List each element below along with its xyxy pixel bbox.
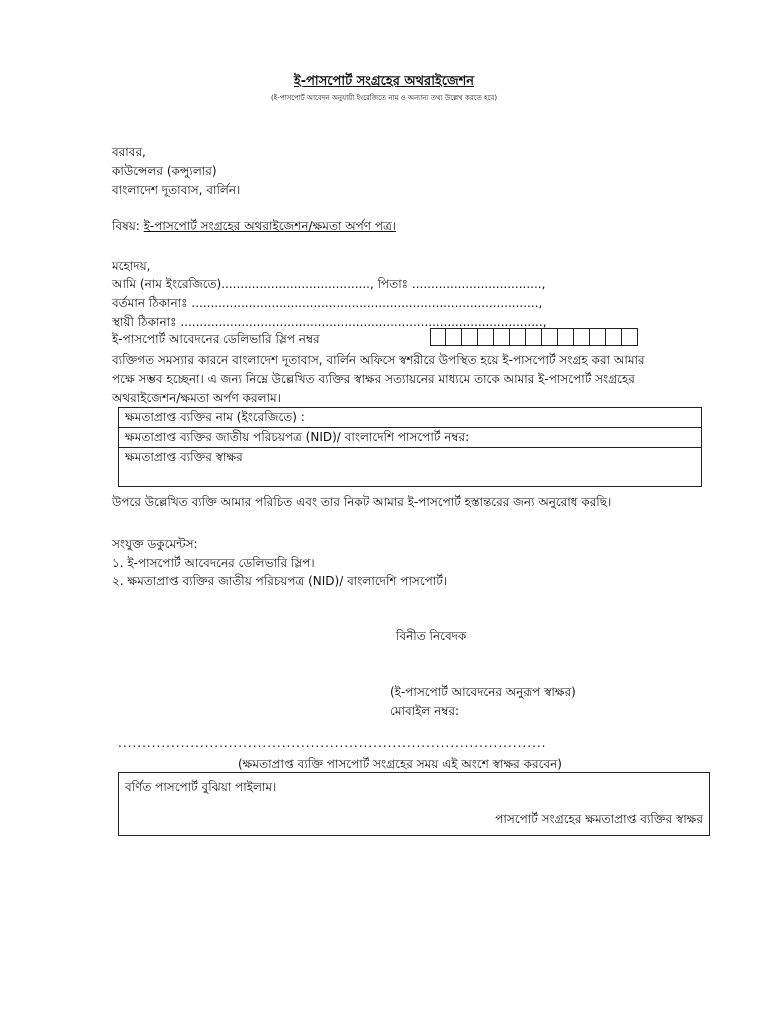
body-line-3: অথরাইজেশন/ক্ষমতা অর্পণ করলাম।: [112, 391, 282, 405]
auth-name-row[interactable]: [119, 408, 701, 428]
delivery-slip-number-boxes[interactable]: [430, 328, 638, 346]
digit-box[interactable]: [430, 328, 446, 346]
digit-box[interactable]: [462, 328, 478, 346]
digit-box[interactable]: [574, 328, 590, 346]
applicant-signature-label: (ই-পাসপোর্ট আবেদনের অনুরূপ স্বাক্ষর): [390, 685, 576, 699]
receipt-received-text: বর্ণিত পাসপোর্ট বুঝিয়া পাইলাম।: [125, 780, 277, 794]
subject-text: ই-পাসপোর্ট সংগ্রহের অথরাইজেশন/ক্ষমতা অর্পণ পত্র।: [143, 219, 397, 233]
closing-text: বিনীত নিবেদক: [396, 629, 467, 643]
digit-box[interactable]: [526, 328, 542, 346]
permanent-address-line[interactable]: স্থায়ী ঠিকানাঃ ...............................................................................................,: [112, 315, 547, 329]
name-field-line[interactable]: আমি (নাম ইংরেজিতে)......................................., পিতাঃ ..................................,: [112, 277, 546, 291]
digit-box[interactable]: [606, 328, 622, 346]
digit-box[interactable]: [590, 328, 606, 346]
cut-line: .........................................................................................: [118, 736, 547, 750]
digit-box[interactable]: [622, 328, 638, 346]
attachments-title: সংযুক্ত ডকুমেন্টস:: [112, 537, 198, 551]
salutation: মহোদয়,: [112, 259, 151, 273]
mobile-number-label: মোবাইল নম্বর:: [390, 704, 460, 718]
body-line-1: ব্যক্তিগত সমস্যার কারনে বাংলাদেশ দূতাবাস, বার্লিন অফিসে স্বশরীরে উপস্থিত হয়ে ই-পাসপোর্ট সংগ্রহ করা আমার: [112, 353, 645, 367]
digit-box[interactable]: [510, 328, 526, 346]
digit-box[interactable]: [494, 328, 510, 346]
digit-box[interactable]: [446, 328, 462, 346]
document-title: ই-পাসপোর্ট সংগ্রহের অথরাইজেশন: [293, 74, 475, 89]
present-address-line[interactable]: বর্তমান ঠিকানাঃ ...........................................................................................,: [112, 296, 543, 310]
request-line: উপরে উল্লেখিত ব্যক্তি আমার পরিচিত এবং তার নিকট আমার ই-পাসপোর্ট হস্তান্তরের জন্য অনুরোধ করছি।: [112, 495, 612, 509]
document-subtitle: (ই-পাসপোর্ট আবেদন অনুযায়ী ইংরেজিতে নাম ও অন্যান্য তথ্য উল্লেখ করতে হবে): [270, 94, 498, 102]
auth-signature-label: ক্ষমতাপ্রাপ্ত ব্যক্তির স্বাক্ষর: [125, 450, 243, 464]
receipt-box: [118, 772, 710, 836]
digit-box[interactable]: [542, 328, 558, 346]
subject-label: বিষয়:: [112, 219, 140, 233]
auth-signature-row[interactable]: [119, 448, 701, 488]
cut-line-note: (ক্ষমতাপ্রাপ্ত ব্যক্তি পাসপোর্ট সংগ্রহের সময় এই অংশে স্বাক্ষর করবেন): [238, 757, 562, 771]
subject-line: [112, 218, 396, 238]
address-line-3: বাংলাদেশ দূতাবাস, বার্লিন।: [112, 183, 241, 197]
attachment-item-2: ২. ক্ষমতাপ্রাপ্ত ব্যক্তির জাতীয় পরিচয়পত্র (NID)/ বাংলাদেশি পাসপোর্ট।: [112, 574, 448, 588]
attachment-item-1: ১. ই-পাসপোর্ট আবেদনের ডেলিভারি স্লিপ।: [112, 556, 315, 570]
digit-box[interactable]: [478, 328, 494, 346]
auth-nid-label: ক্ষমতাপ্রাপ্ত ব্যক্তির জাতীয় পরিচয়পত্র (NID)/ বাংলাদেশি পাসপোর্ট নম্বর:: [125, 430, 470, 444]
address-line-1: বরাবর,: [112, 145, 146, 159]
auth-nid-row[interactable]: [119, 428, 701, 448]
digit-box[interactable]: [558, 328, 574, 346]
address-line-2: কাউন্সেলর (কন্স্যুলার): [112, 164, 217, 178]
body-line-2: পক্ষে সম্ভব হচ্ছেনা। এ জন্য নিম্নে উল্লেখিত ব্যক্তির স্বাক্ষর সত্যায়নের মাধ্যমে তাকে আমার ই-পাসপোর্ট সংগ্রহের: [112, 372, 635, 386]
auth-name-label: ক্ষমতাপ্রাপ্ত ব্যক্তির নাম (ইংরেজিতে) :: [125, 410, 305, 424]
receipt-signature-label[interactable]: পাসপোর্ট সংগ্রহের ক্ষমতাপ্রাপ্ত ব্যক্তির স্বাক্ষর: [495, 812, 703, 826]
delivery-slip-label: ই-পাসপোর্ট আবেদনের ডেলিভারি স্লিপ নম্বর: [112, 332, 320, 346]
authorized-person-table: [118, 407, 702, 487]
